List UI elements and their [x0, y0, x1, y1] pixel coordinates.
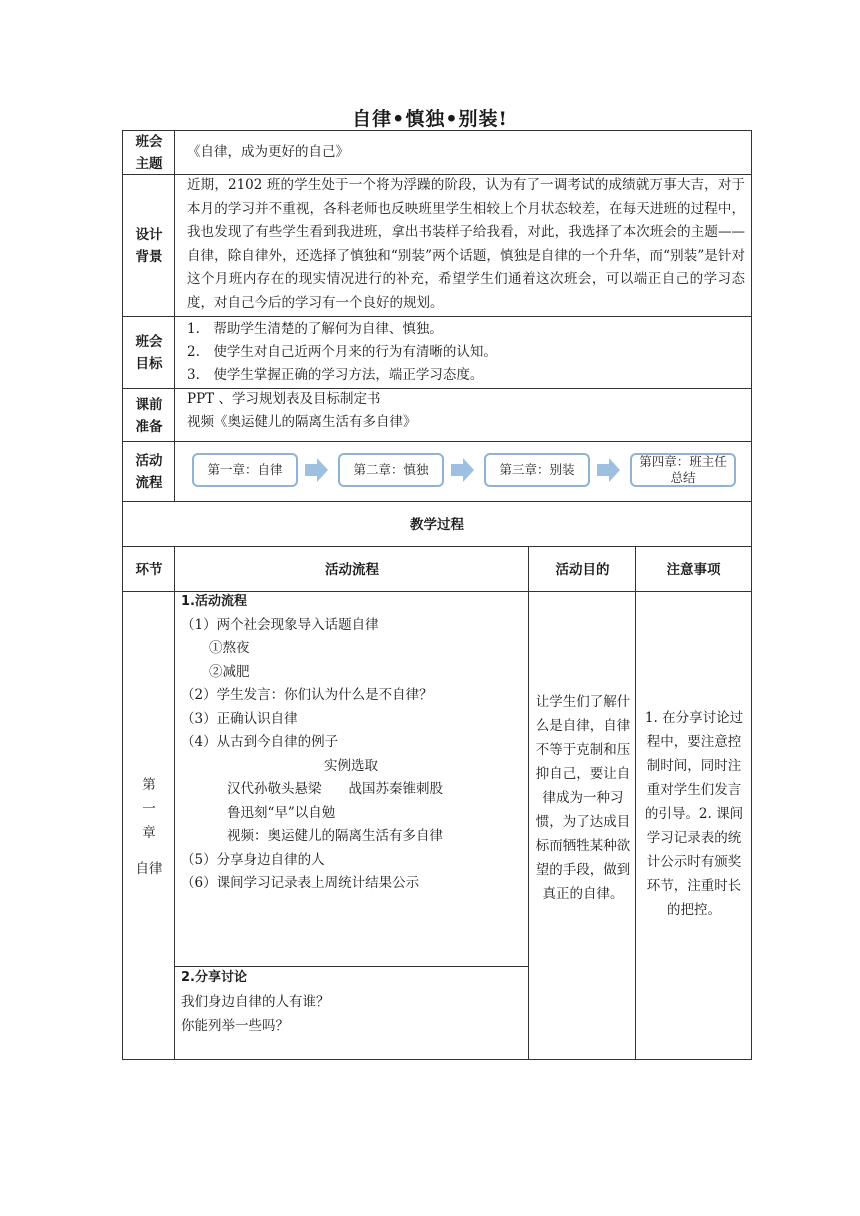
prep-label: 课前准备 [135, 396, 163, 435]
chapter-name: 自律 [135, 861, 163, 877]
part1-line: 汉代孙敬头悬梁 战国苏秦锥刺股 [227, 781, 443, 797]
part1-line: ②减肥 [209, 663, 250, 680]
theme-label: 班会主题 [135, 134, 163, 172]
col-header-activity: 活动流程 [325, 561, 379, 578]
part1-line: （4）从古到今自律的例子 [181, 734, 339, 750]
purpose-text: 让学生们了解什么是自律，自律不等于克制和压抑自己，要让自律成为一种习惯，为了达成目标而牺牲某种欲望的手段，做到真正的自律。 [535, 694, 631, 902]
flow-step-4: 第四章：班主任总结 [630, 453, 736, 487]
goal-item: 3. 使学生掌握正确的学习方法，端正学习态度。 [187, 367, 484, 383]
activity-part2 [181, 966, 521, 1038]
prep-item: 视频《奥运健儿的隔离生活有多自律》 [187, 414, 417, 430]
part1-line: （3）正确认识自律 [181, 710, 298, 727]
col-header-stage: 环节 [135, 561, 163, 578]
col-header-notes: 注意事项 [666, 561, 721, 578]
part1-line: （5）分享身边自律的人 [181, 851, 325, 868]
notes-text: 1. 在分享讨论过程中，要注意控制时间，同时注重对学生们发言的引导。2. 课间学习记录表的统计公示时有颁奖环节，注重时长的把控。 [644, 710, 744, 918]
flow-step-1: 第一章：自律 [192, 453, 298, 487]
part1-line: 鲁迅刻“早”以自勉 [227, 804, 336, 821]
part1-line: （2）学生发言：你们认为什么是不自律？ [181, 687, 433, 703]
prep-list [179, 388, 739, 434]
goals-label: 班会目标 [135, 334, 163, 372]
goal-item: 1. 帮助学生清楚的了解何为自律、慎独。 [187, 321, 443, 337]
theme-content: 《自律，成为更好的自己》 [187, 144, 349, 160]
goal-item: 2. 使学生对自己近两个月来的行为有清晰的认知。 [187, 344, 497, 360]
process-title: 教学过程 [410, 516, 464, 533]
chapter-label-char: 一 [142, 801, 156, 817]
col-header-purpose: 活动目的 [555, 561, 610, 578]
part2-line: 你能列举一些吗？ [181, 1018, 289, 1034]
part1-line: ①熬夜 [209, 640, 250, 656]
goals-list [179, 318, 739, 387]
part2-line: 我们身边自律的人有谁？ [181, 994, 330, 1010]
flow-step-2: 第二章：慎独 [338, 453, 444, 487]
part1-line: 视频：奥运健儿的隔离生活有多自律 [227, 828, 443, 844]
part1-line: 实例选取 [324, 757, 378, 774]
chapter-label [123, 773, 175, 881]
part2-title: 2.分享讨论 [181, 970, 247, 985]
flow-step-3: 第三章：别装 [484, 453, 590, 487]
chapter-label-char: 章 [142, 825, 156, 841]
prep-item: PPT 、学习规划表及目标制定书 [187, 391, 381, 407]
flow-label: 活动流程 [135, 453, 163, 491]
part1-line: （6）课间学习记录表上周统计结果公示 [181, 875, 420, 891]
document-title: 自律•慎独•别装! [352, 108, 508, 130]
part1-line: （1）两个社会现象导入话题自律 [181, 616, 379, 633]
background-label: 设计背景 [135, 227, 163, 265]
part1-title: 1.活动流程 [181, 594, 247, 609]
activity-part1 [181, 590, 521, 896]
chapter-label-char: 第 [142, 777, 156, 793]
background-content: 近期，2102 班的学生处于一个将为浮躁的阶段，认为有了一调考试的成绩就万事大吉，对于本月的学习并不重视，各科老师也反映班里学生相较上个月状态较差，在每天进班的过程中，我也发现了有些学生看到我进班，拿出书装样子给我看，对此，我选择了本次班会的主题——自律，除自律外，还选择了慎独和“别装”两个话题，慎独是自律的一个升华，而“别装”是针对这个月班内存在的现实情况进行的补充，希望学生们通着这次班会，可以端正自己的学习态度，对自己今后的学习有一个良好的规划。 [187, 177, 745, 311]
lesson-plan-table [122, 130, 752, 1060]
